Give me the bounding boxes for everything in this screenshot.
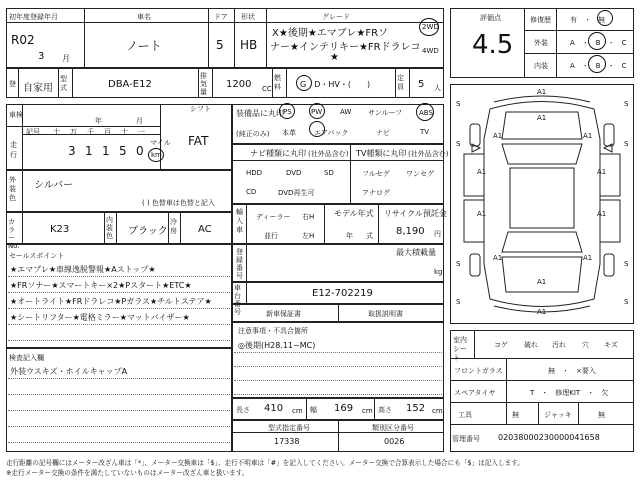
seat-item: 破れ	[524, 341, 538, 349]
type-cert-label: 型式指定番号	[268, 424, 310, 432]
length: 410	[264, 403, 284, 414]
inspector-text: 外装ウスキズ・ホイルキャップA	[10, 367, 128, 376]
equipment-label: 装備品に丸印	[236, 109, 284, 118]
color-no-label: カラーNo.	[8, 218, 20, 250]
damage-mark: A1	[583, 132, 593, 140]
interior-color: ブラック	[128, 226, 168, 237]
navi-label: ナビ種類に丸印	[250, 149, 306, 158]
import-right: 右H	[302, 213, 315, 221]
digit-header-1: 十	[53, 128, 60, 136]
side-mark: S	[624, 100, 629, 108]
fuel-options: G D・HV・( )	[300, 80, 371, 89]
tv-one: ワンセグ	[406, 170, 434, 178]
reg-month: 3	[38, 51, 45, 62]
model-year-label: モデル年式	[334, 209, 374, 218]
displacement: 1200	[226, 79, 252, 90]
width: 169	[334, 403, 354, 414]
width-unit: cm	[362, 407, 373, 415]
grade-line1: X★後期★エマブレ★FRソ	[272, 28, 389, 39]
odometer-digit: 0	[136, 144, 144, 158]
footer-line1: 走行距離の記号欄にはメーター改ざん車は「*」、メーター交換車は「$」、走行不明車は「#」を記入してください。メーター交換で合算表示した場合にも「$」は記入します。	[6, 459, 524, 467]
digit-header-6: 一	[138, 128, 145, 136]
exterior-score-options: A ・ B ・ C	[570, 39, 627, 47]
navi-dvd: DVD	[286, 169, 302, 177]
height: 152	[406, 403, 426, 414]
side-mark: S	[456, 140, 461, 148]
equip-aw: AW	[340, 108, 352, 116]
unit-km: km	[151, 151, 162, 159]
side-mark: S	[456, 260, 461, 268]
ac-label: 冷房	[170, 218, 177, 235]
drive-4wd: 4WD	[422, 47, 439, 55]
inspection-month-unit: 月	[136, 117, 143, 125]
front-glass: 無 ・ ×要入	[548, 367, 596, 375]
sales-point-line: ★シートリフター★電格ミラー★マットバイザー★	[10, 313, 190, 322]
car-name-label: 車名	[137, 13, 151, 21]
digit-header-5: 十	[121, 128, 128, 136]
import-left: 左H	[302, 232, 315, 240]
shape: HB	[240, 38, 258, 52]
navi-sd: SD	[324, 169, 334, 177]
sales-point-line: ★オートライト★FRドラレコ★Pガラス★チルトステア★	[10, 297, 212, 306]
interior-score-options: A ・ B ・ C	[570, 62, 627, 70]
fuel-label: 燃料	[274, 74, 281, 91]
damage-mark: A1	[537, 278, 547, 286]
damage-mark: A1	[583, 254, 593, 262]
damage-mark: A1	[493, 132, 503, 140]
warranty-new-car: 新車保証書	[266, 310, 301, 318]
notes-line1: ◎後期(H28.11~MC)	[238, 341, 316, 350]
inspection-label: 車検	[9, 111, 23, 119]
equip-tv: TV	[420, 128, 430, 136]
seat-item: コゲ	[494, 341, 508, 349]
capacity: 5	[418, 79, 425, 90]
grade-line2: ナー★インテリキー★FRドラレコ	[270, 42, 421, 53]
equip-pw: PW	[311, 108, 323, 116]
import-dealer: ディーラー	[256, 213, 291, 221]
exterior-color: シルバー	[34, 180, 74, 191]
damage-mark: A1	[597, 168, 607, 176]
inspector-label: 検査記入欄	[9, 354, 44, 362]
ac: AC	[198, 224, 212, 235]
car-name: ノート	[126, 39, 162, 53]
max-load-label: 最大積載量	[396, 248, 436, 257]
width-label: 幅	[310, 406, 317, 414]
spare: T ・ 修理KIT ・ 欠	[530, 389, 609, 397]
capacity-label: 定員	[397, 74, 404, 91]
color-no: K23	[50, 224, 70, 235]
reg-date-label: 初年度登録年月	[9, 13, 58, 21]
equip-abs: ABS	[419, 109, 433, 117]
front-glass-label: フロントガラス	[454, 367, 503, 375]
import-parallel: 並行	[264, 232, 278, 240]
damage-mark: A1	[597, 210, 607, 218]
drive-2wd: 2WD	[422, 23, 439, 31]
shape-label: 形状	[241, 13, 255, 21]
use-label: 登	[9, 80, 16, 88]
model-word: 式	[366, 232, 373, 240]
grade-line3: ★	[330, 52, 339, 63]
warranty-manual: 取扱説明書	[368, 310, 403, 318]
chassis-label: 車台番号	[234, 284, 241, 316]
digit-header-3: 千	[87, 128, 94, 136]
seat-label: 室内シート	[453, 336, 467, 362]
mgmt-number: 02038000230000041658	[498, 433, 600, 442]
tv-sub: (社外品含む)	[408, 150, 449, 158]
jack-label: ジャッキ	[544, 411, 572, 419]
tools-label: 工具	[458, 411, 472, 419]
digit-header-4: 百	[104, 128, 111, 136]
score-value: 4.5	[472, 30, 514, 60]
height-label: 高さ	[378, 406, 392, 414]
equip-ps: PS	[283, 108, 292, 116]
reg-year: R02	[11, 33, 35, 47]
doors: 5	[216, 38, 224, 52]
side-mark: S	[624, 140, 629, 148]
damage-mark: A1	[537, 88, 547, 96]
inspection-year-unit: 年	[95, 117, 102, 125]
damage-mark: A1	[493, 254, 503, 262]
equip-sunroof: サンルーフ	[368, 109, 403, 117]
recycle-label: リサイクル預託金	[384, 209, 447, 218]
doors-label: ドア	[214, 13, 228, 21]
shift: FAT	[188, 134, 209, 148]
shift-label: シフト	[190, 105, 211, 113]
repair-label: 修復歴	[530, 16, 551, 24]
class-label: 類別区分番号	[372, 424, 414, 432]
tv-label: TV種類に丸印	[356, 149, 407, 158]
travel-label: 走行	[10, 141, 17, 159]
type-cert: 17338	[274, 437, 300, 446]
repair-options: 有 ・ 無	[570, 16, 605, 24]
exterior-score-label: 外装	[534, 39, 548, 47]
equip-airbag: エアバック	[314, 129, 349, 137]
seat-item: 汚れ	[552, 341, 566, 349]
sales-point-line: ★エマブレ★車線逸脱警報★Aストップ★	[10, 265, 156, 274]
displacement-label: 排気量	[200, 72, 207, 96]
navi-dvd-play: DVD再生可	[278, 189, 315, 197]
length-unit: cm	[292, 407, 303, 415]
sales-point-line: ★FRソナー★スマートキー×2★Pスタート★ETC★	[10, 281, 192, 290]
navi-hdd: HDD	[246, 169, 263, 177]
footer-line2: ※走行メーター交換の条件を満たしていないものはメーター改ざん車と扱います。	[6, 469, 249, 477]
seat-item: キズ	[604, 341, 618, 349]
length-label: 長さ	[236, 406, 250, 414]
odometer-digit: 3	[68, 144, 76, 158]
mgmt-label: 管理番号	[452, 435, 480, 443]
recycle-yen: 円	[434, 230, 441, 238]
color-note: ( ) 色替車は色替と記入	[142, 199, 215, 207]
interior-color-label: 内装色	[106, 216, 113, 240]
digit-header-0: 記号	[26, 128, 40, 136]
max-load-unit: kg	[434, 268, 443, 276]
side-mark: S	[456, 298, 461, 306]
spare-label: スペアタイヤ	[454, 389, 496, 397]
seat-item: 穴	[582, 341, 589, 349]
damage-mark: A1	[537, 308, 547, 316]
reg-month-unit: 月	[62, 54, 70, 63]
unit-mile: マイル	[150, 139, 171, 147]
odometer-digit: 1	[102, 144, 110, 158]
tv-full: フルセグ	[362, 170, 390, 178]
digit-header-2: 万	[70, 128, 77, 136]
registration-label: 登録番号	[236, 248, 243, 280]
recycle-amount: 8,190	[396, 226, 425, 237]
score-label: 評価点	[480, 14, 501, 22]
navi-sub: (社外品含む)	[308, 150, 349, 158]
equipment-sublabel: (純正のみ)	[236, 130, 270, 138]
model: DBA-E12	[108, 79, 152, 90]
side-mark: S	[456, 100, 461, 108]
notes-label: 注意事項・不具合箇所	[238, 327, 308, 335]
inspector-box	[6, 348, 232, 452]
chassis: E12-702219	[312, 288, 373, 299]
side-mark: S	[624, 298, 629, 306]
sales-points-label: セールスポイント	[9, 252, 65, 260]
cc-unit: CC	[262, 85, 272, 93]
damage-mark: A1	[477, 210, 487, 218]
capacity-unit: 人	[434, 84, 441, 92]
odometer-digit: 1	[85, 144, 93, 158]
odometer-digit: 5	[119, 144, 127, 158]
interior-score-label: 内装	[534, 62, 548, 70]
navi-cd: CD	[246, 188, 257, 196]
side-mark: S	[624, 260, 629, 268]
damage-mark: A1	[537, 114, 547, 122]
use: 自家用	[23, 83, 53, 94]
damage-mark: A1	[477, 168, 487, 176]
exterior-color-label: 外装色	[9, 176, 16, 202]
equip-leather: 本革	[282, 129, 296, 137]
tools: 無	[512, 411, 519, 419]
model-label: 型式	[60, 75, 67, 92]
equip-navi: ナビ	[376, 129, 390, 137]
import-label: 輸入車	[236, 208, 243, 234]
tv-analog: アナログ	[362, 189, 390, 197]
class-no: 0026	[384, 437, 405, 446]
jack: 無	[598, 411, 605, 419]
model-year-unit: 年	[346, 232, 353, 240]
height-unit: cm	[432, 407, 443, 415]
grade-label: グレード	[322, 13, 350, 21]
